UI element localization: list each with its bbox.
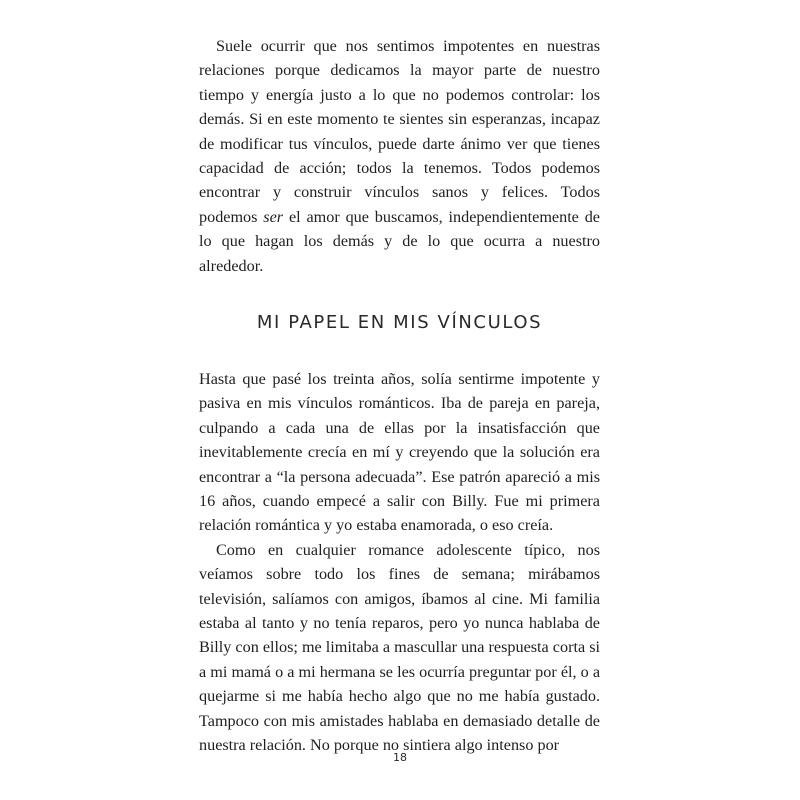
intro-text-block [199, 34, 600, 278]
intro-paragraph [199, 34, 600, 278]
section-text-block [199, 367, 600, 758]
intro-paragraph-emphasis: ser [263, 207, 284, 226]
section-paragraph-2: Como en cualquier romance adolescente típico, nos veíamos sobre todo los fines de semana; mirábamos televisión, salíamos con amigos, íbamos al cine. Mi familia estaba al tanto y no tenía reparos, pero yo nunca hablaba de Billy con ellos; me limitaba a mascullar una respuesta corta si a mi mamá o a mi hermana se les ocurría preguntar por él, o a quejarme si me había hecho algo que no me había gustado. Tampoco con mis amistades hablaba en demasiado detalle de nuestra relación. No porque no sintiera algo intenso por [199, 540, 600, 755]
intro-paragraph-text-end: el amor que buscamos, independientemente de lo que hagan los demás y de lo que ocurra a nuestro alrededor. [199, 207, 600, 275]
section-heading: MI PAPEL EN MIS VÍNCULOS [256, 312, 543, 333]
section-paragraph-1: Hasta que pasé los treinta años, solía sentirme impotente y pasiva en mis vínculos románticos. Iba de pareja en pareja, culpando a cada una de ellas por la insatisfacción que inevitablemente crecía en mí y creyendo que la solución era encontrar a “la persona adecuada”. Ese patrón apareció a mis 16 años, cuando empecé a salir con Billy. Fue mi primera relación romántica y yo estaba enamorada, o eso creía. [199, 370, 600, 535]
intro-paragraph-text-start: Suele ocurrir que nos sentimos impotentes en nuestras relaciones porque dedicamos la mayor parte de nuestro tiempo y energía justo a lo que no podemos controlar: los demás. Si en este momento te sientes sin esperanzas, incapaz de modificar tus vínculos, puede darte ánimo ver que tienes capacidad de acción; todos la tenemos. Todos podemos encontrar y construir vínculos sanos y felices. Todos podemos [199, 37, 600, 226]
page-number: 18 [393, 751, 407, 764]
